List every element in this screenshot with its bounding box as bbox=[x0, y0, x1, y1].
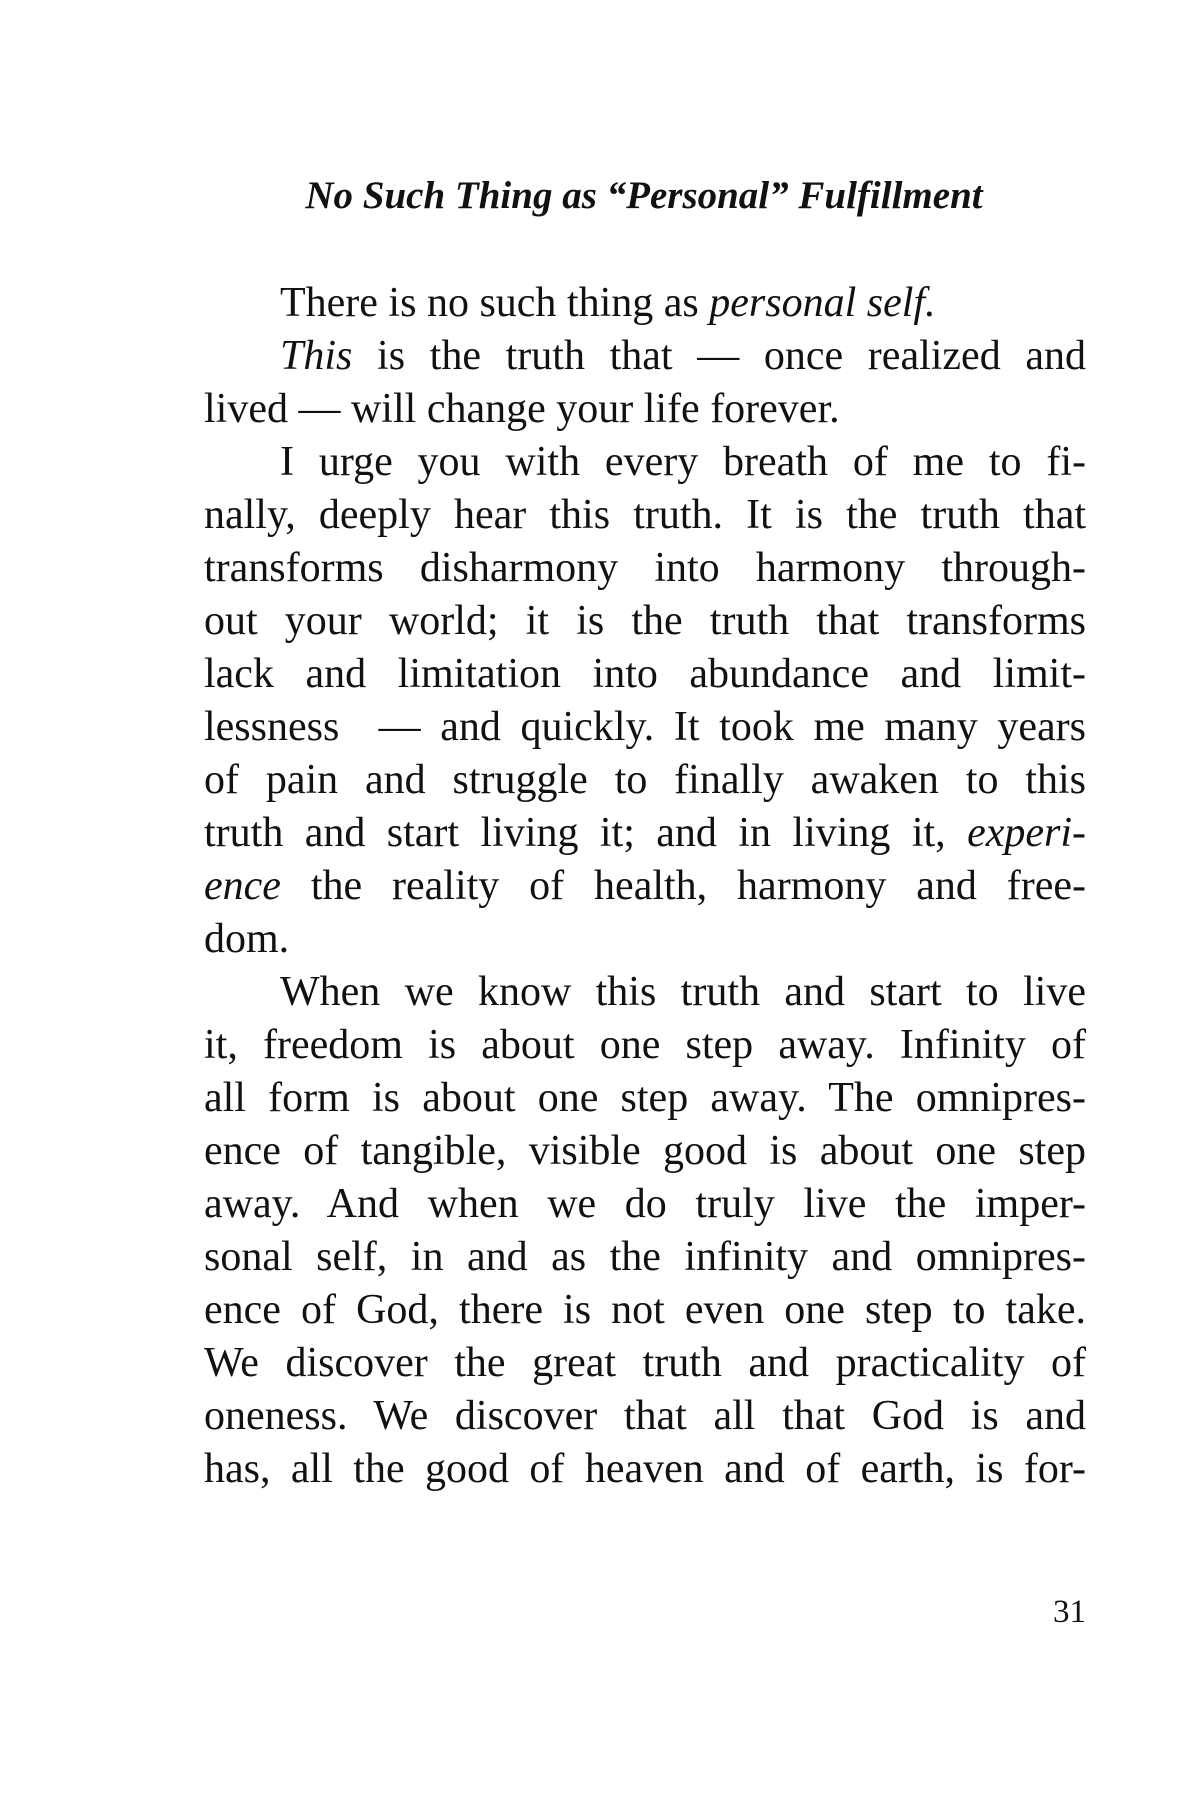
text-segment: transforms disharmony into harmony through- bbox=[204, 545, 1086, 591]
text-line bbox=[204, 807, 1086, 860]
text-line bbox=[204, 1072, 1086, 1125]
text-line bbox=[204, 966, 1086, 1019]
text-segment: it, freedom is about one step away. Infinity of bbox=[204, 1022, 1086, 1068]
text-line bbox=[204, 1337, 1086, 1390]
text-segment: away. And when we do truly live the imper- bbox=[204, 1181, 1086, 1227]
text-segment: all form is about one step away. The omnipres- bbox=[204, 1075, 1086, 1121]
text-segment: oneness. We discover that all that God is and bbox=[204, 1393, 1086, 1439]
text-line bbox=[204, 1231, 1086, 1284]
text-line bbox=[204, 913, 1086, 966]
text-segment: out your world; it is the truth that transforms bbox=[204, 598, 1086, 644]
text-segment: I urge you with every breath of me to fi- bbox=[280, 439, 1086, 485]
text-line bbox=[204, 383, 1086, 436]
text-segment: ence of God, there is not even one step to take. bbox=[204, 1287, 1086, 1333]
text-segment: There is no such thing as bbox=[280, 280, 710, 326]
text-line bbox=[204, 701, 1086, 754]
italic-text: personal self. bbox=[709, 280, 936, 326]
text-segment: lessness — and quickly. It took me many years bbox=[204, 704, 1086, 750]
text-segment: nally, deeply hear this truth. It is the truth that bbox=[204, 492, 1086, 538]
text-segment: We discover the great truth and practicality of bbox=[204, 1340, 1086, 1386]
italic-text: experi- bbox=[967, 810, 1086, 856]
text-segment: has, all the good of heaven and of earth, is for- bbox=[204, 1446, 1086, 1492]
text-line bbox=[204, 1125, 1086, 1178]
text-line bbox=[204, 436, 1086, 489]
text-line bbox=[204, 277, 1086, 330]
page-number: 31 bbox=[1053, 1594, 1086, 1630]
text-segment: the reality of health, harmony and free- bbox=[280, 863, 1086, 909]
text-line bbox=[204, 1284, 1086, 1337]
text-segment: is the truth that — once realized and bbox=[352, 333, 1086, 379]
text-line bbox=[204, 330, 1086, 383]
text-line bbox=[204, 1178, 1086, 1231]
text-segment: dom. bbox=[204, 916, 290, 962]
text-line bbox=[204, 1390, 1086, 1443]
text-segment: ence of tangible, visible good is about one step bbox=[204, 1128, 1086, 1174]
text-line bbox=[204, 754, 1086, 807]
italic-text: ence bbox=[204, 863, 281, 909]
chapter-title: No Such Thing as “Personal” Fulfillment bbox=[305, 174, 983, 217]
text-line bbox=[204, 1019, 1086, 1072]
text-segment: sonal self, in and as the infinity and omnipres- bbox=[204, 1234, 1086, 1280]
text-line bbox=[204, 648, 1086, 701]
text-segment: lived — will change your life forever. bbox=[204, 386, 840, 432]
text-line bbox=[204, 542, 1086, 595]
italic-text: This bbox=[280, 333, 353, 379]
text-line bbox=[204, 489, 1086, 542]
text-segment: of pain and struggle to finally awaken to this bbox=[204, 757, 1086, 803]
text-segment: truth and start living it; and in living it, bbox=[204, 810, 968, 856]
text-line bbox=[204, 1443, 1086, 1496]
text-line bbox=[204, 595, 1086, 648]
text-segment: When we know this truth and start to live bbox=[280, 969, 1086, 1015]
text-line bbox=[204, 860, 1086, 913]
text-segment: lack and limitation into abundance and limit- bbox=[204, 651, 1086, 697]
body-text bbox=[204, 277, 1086, 1496]
